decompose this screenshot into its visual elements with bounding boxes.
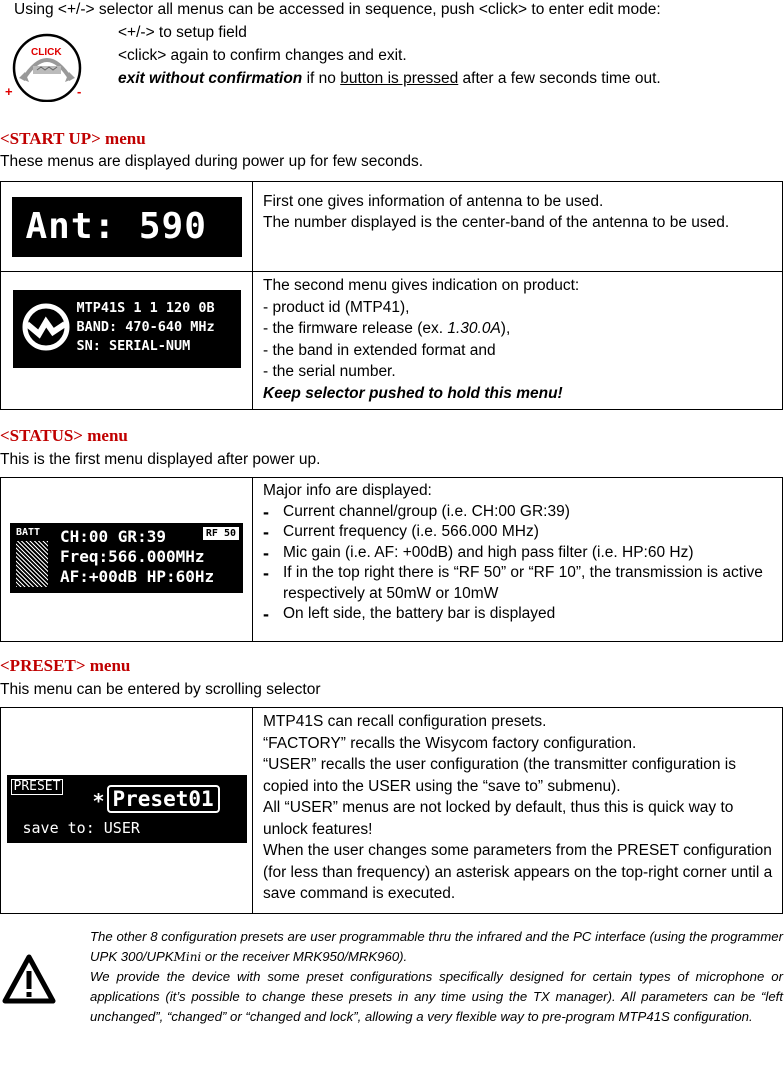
- note-paragraph-1: [90, 927, 783, 967]
- preset-p2: “FACTORY” recalls the Wisycom factory configuration.: [263, 734, 637, 752]
- preset-image-cell: [1, 708, 253, 914]
- note-p1-end: or the receiver MRK950/MRK960).: [201, 949, 408, 964]
- status-list-item: - If in the top right there is “RF 50” or “RF 10”, the transmission is active respectively at 50mW or 10mW: [263, 563, 776, 604]
- note-mini-logo: Mini: [173, 950, 202, 964]
- status-list-item: - On left side, the battery bar is displayed: [263, 604, 776, 625]
- product-band-line: BAND: 470-640 MHz: [76, 318, 215, 335]
- rf-badge: RF 50: [203, 527, 239, 540]
- status-freq-line: Freq:566.000MHz: [60, 546, 205, 566]
- firmware-version: 1.30.0A: [447, 320, 501, 337]
- product-firmware-item: [263, 318, 776, 340]
- product-band-item: - the band in extended format and: [263, 341, 496, 359]
- status-heading: <STATUS> menu: [0, 426, 128, 445]
- click-knob-icon: [5, 30, 87, 102]
- note-p1-start: The other 8 configuration presets are user programmable thru the infrared and the PC interface (using the programmer UPK 300/UPK: [90, 929, 783, 964]
- intro-exit-pre: if no: [302, 70, 341, 87]
- battery-bar-icon: [16, 541, 48, 587]
- status-af-line: AF:+00dB HP:60Hz: [60, 566, 215, 586]
- intro-exit-post: after a few seconds time out.: [458, 70, 661, 87]
- startup-image-cell: [1, 182, 253, 272]
- status-text-cell: [253, 478, 783, 642]
- status-channel-line: CH:00 GR:39: [60, 526, 166, 546]
- preset-lcd: [7, 775, 247, 843]
- intro-exit-underline: button is pressed: [340, 70, 459, 87]
- antenna-info-line: First one gives information of antenna to be used.: [263, 193, 604, 210]
- intro-confirm-line: <click> again to confirm changes and exit.: [118, 47, 407, 64]
- status-lead: Major info are displayed:: [263, 482, 432, 499]
- preset-p1: MTP41S can recall configuration presets.: [263, 713, 547, 730]
- preset-p4: All “USER” menus are not locked by default, thus this is quick way to unlock features!: [263, 799, 734, 838]
- preset-save-line: save to: USER: [22, 818, 140, 837]
- intro-exit-line: [118, 69, 661, 89]
- startup-text-cell: [253, 182, 783, 272]
- preset-heading: <PRESET> menu: [0, 656, 131, 675]
- product-lcd: [13, 290, 241, 368]
- preset-asterisk: *: [92, 788, 105, 813]
- firmware-pre: - the firmware release (ex.: [263, 320, 448, 337]
- preset-description: This menu can be entered by scrolling selector: [0, 681, 321, 698]
- product-id-line: MTP41S 1 1 120 0B: [76, 299, 215, 316]
- knob-plus-label: +: [5, 84, 13, 99]
- startup-heading: <START UP> menu: [0, 129, 146, 148]
- status-image-cell: [1, 478, 253, 642]
- knob-click-label: CLICK: [31, 47, 62, 58]
- intro-setup-line: <+/-> to setup field: [118, 24, 247, 41]
- note-paragraph-2: We provide the device with some preset configurations specifically designed for certain types of microphone or applications (it’s possible to change these presets in any time using the TX manager). All parameters can be “left unchanged”, “changed” or “changed and lock”, allowing a very flexible way to pre-program MTP41S configuration.: [90, 969, 783, 1024]
- knob-minus-label: -: [77, 84, 82, 99]
- product-lead: The second menu gives indication on product:: [263, 277, 580, 294]
- status-table: [0, 477, 783, 642]
- product-id-item: - product id (MTP41),: [263, 298, 410, 316]
- product-text-cell: [253, 272, 783, 410]
- antenna-lcd-text: Ant: 590: [25, 205, 207, 247]
- antenna-lcd: [12, 197, 242, 257]
- antenna-center-band-line: The number displayed is the center-band of the antenna to be used.: [263, 213, 730, 231]
- product-hold-note: Keep selector pushed to hold this menu!: [263, 384, 563, 402]
- preset-p3: “USER” recalls the user configuration (the transmitter configuration is copied into the USER using the “save to” submenu).: [263, 756, 736, 795]
- preset-p5: When the user changes some parameters from the PRESET configuration (for less than frequency) an asterisk appears on the top-right corner until a save command is executed.: [263, 842, 773, 902]
- status-list-item: - Current frequency (i.e. 566.000 MHz): [263, 522, 776, 543]
- status-list: [263, 502, 776, 625]
- status-list-item: - Mic gain (i.e. AF: +00dB) and high pass filter (i.e. HP:60 Hz): [263, 543, 776, 564]
- product-serial-item: - the serial number.: [263, 363, 396, 380]
- preset-tag: PRESET: [11, 779, 64, 795]
- preset-text-cell: [253, 708, 783, 914]
- battery-label: BATT: [16, 526, 41, 538]
- intro-line: Using <+/-> selector all menus can be accessed in sequence, push <click> to enter edit mode:: [14, 1, 661, 18]
- status-list-item: - Current channel/group (i.e. CH:00 GR:39): [263, 502, 776, 523]
- status-lcd: [10, 523, 243, 593]
- warning-icon: [2, 953, 56, 1023]
- preset-name: Preset01: [107, 785, 220, 813]
- startup-table: [0, 181, 783, 410]
- status-description: This is the first menu displayed after power up.: [0, 451, 321, 468]
- wisycom-logo-icon: [21, 302, 71, 352]
- preset-table: [0, 707, 783, 914]
- product-image-cell: [1, 272, 253, 410]
- firmware-post: ),: [500, 320, 511, 337]
- startup-description: These menus are displayed during power up for few seconds.: [0, 153, 424, 170]
- intro-exit-emphasis: exit without confirmation: [118, 70, 303, 87]
- product-serial-line: SN: SERIAL-NUM: [76, 337, 191, 354]
